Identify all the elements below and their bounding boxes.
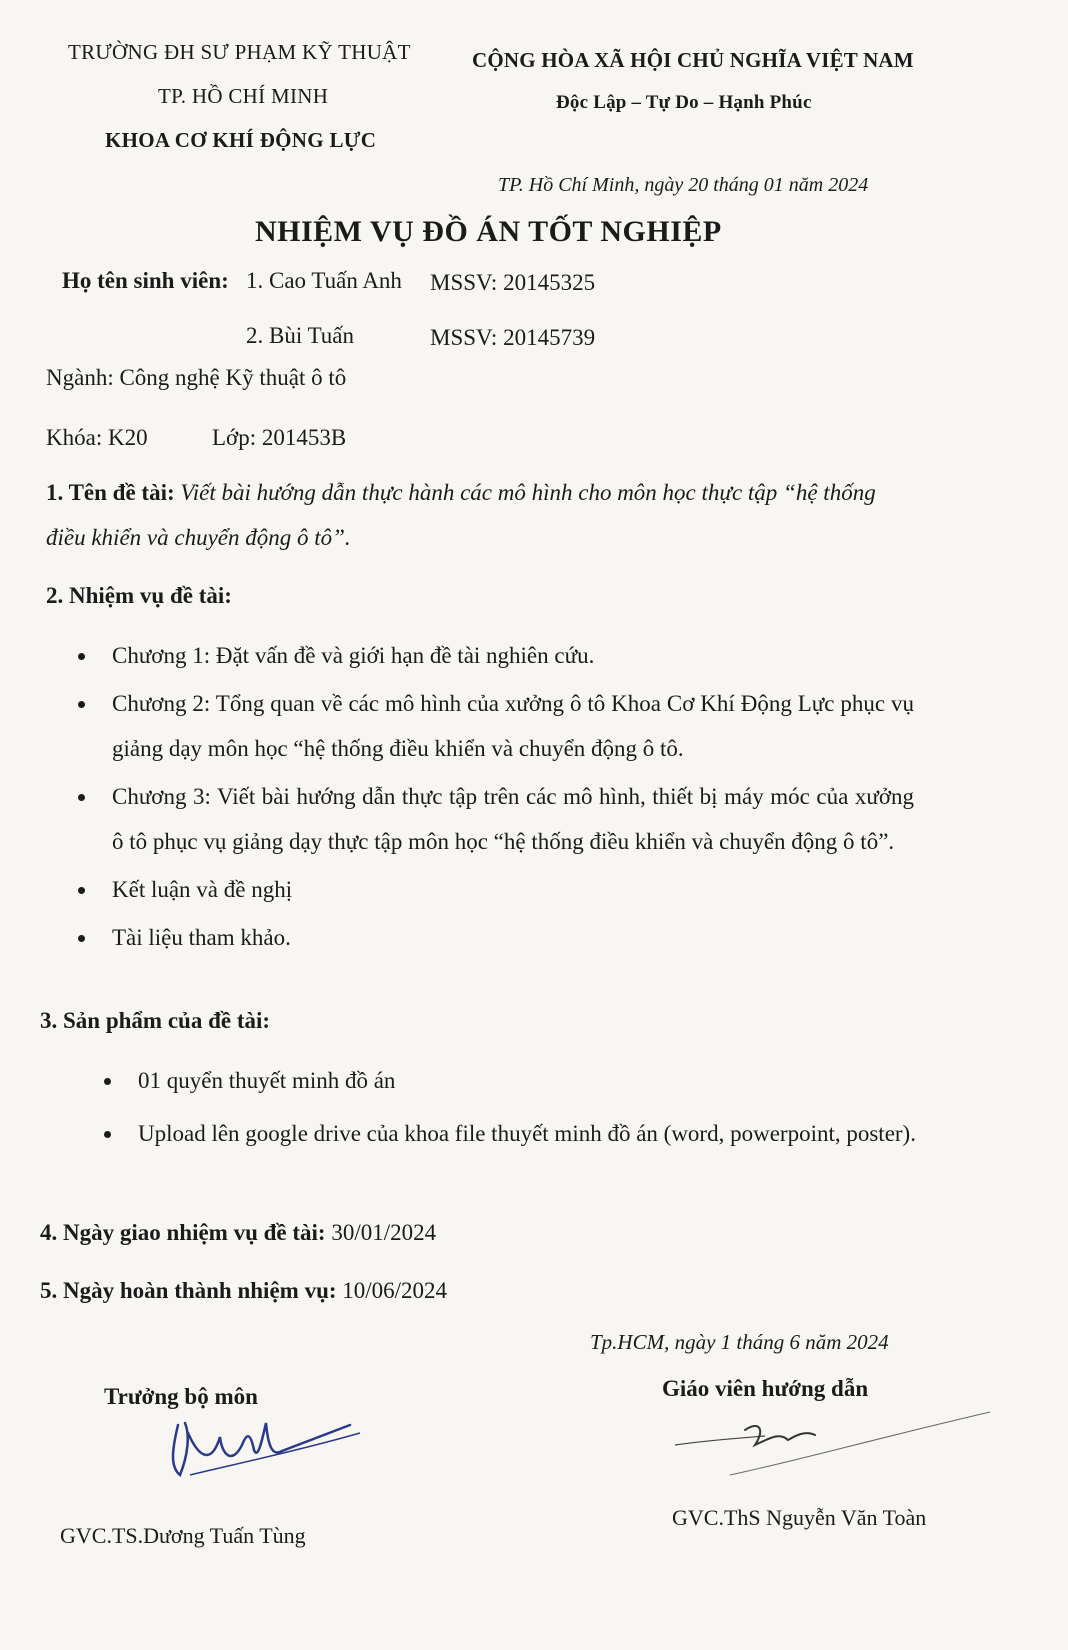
student-name-2: 2. Bùi Tuấn (246, 323, 355, 348)
topic-label: 1. Tên đề tài: (46, 480, 175, 505)
assign-date (40, 1220, 436, 1246)
task-item-conclusion: Kết luận và đề nghị (78, 867, 914, 912)
page-title: NHIỆM VỤ ĐỒ ÁN TỐT NGHIỆP (255, 215, 722, 248)
faculty-name: KHOA CƠ KHÍ ĐỘNG LỰC (105, 128, 377, 152)
document-date: TP. Hồ Chí Minh, ngày 20 tháng 01 năm 2024 (498, 174, 869, 196)
student-name-1: 1. Cao Tuấn Anh (246, 268, 402, 293)
finish-date (40, 1278, 447, 1304)
head-of-department-title: Trưởng bộ môn (104, 1384, 258, 1409)
head-of-department-signature (150, 1405, 380, 1495)
task-item-references: Tài liệu tham khảo. (78, 915, 914, 960)
product-item-report: 01 quyển thuyết minh đồ án (104, 1058, 916, 1103)
task-item-chapter-3: Chương 3: Viết bài hướng dẫn thực tập trên các mô hình, thiết bị máy móc của xưởng ô tô phục vụ giảng dạy thực tập môn học “hệ thống điều khiển và chuyển động ô tô”. (78, 774, 914, 864)
finish-date-label: 5. Ngày hoàn thành nhiệm vụ: (40, 1278, 337, 1303)
product-item-upload: Upload lên google drive của khoa file thuyết minh đồ án (word, powerpoint, poster). (104, 1111, 916, 1156)
head-of-department-name: GVC.TS.Dương Tuấn Tùng (60, 1523, 306, 1548)
school-name-line2: TP. HỒ CHÍ MINH (158, 84, 329, 108)
products-label: 3. Sản phẩm của đề tài: (40, 1008, 271, 1033)
school-name-line1: TRƯỜNG ĐH SƯ PHẠM KỸ THUẬT (68, 40, 411, 64)
supervisor-title: Giáo viên hướng dẫn (662, 1376, 869, 1401)
topic (46, 470, 916, 560)
major: Ngành: Công nghệ Kỹ thuật ô tô (46, 365, 347, 390)
class: Lớp: 201453B (212, 425, 347, 450)
product-list (104, 1058, 916, 1164)
task-item-chapter-2: Chương 2: Tổng quan về các mô hình của xưởng ô tô Khoa Cơ Khí Động Lực phục vụ giảng dạy môn học “hệ thống điều khiển và chuyển động ô tô. (78, 681, 914, 771)
topic-text: Viết bài hướng dẫn thực hành các mô hình cho môn học thực tập “hệ thống điều khiển và chuyển động ô tô”. (46, 480, 876, 550)
supervisor-signature (670, 1400, 1000, 1490)
signature-date: Tp.HCM, ngày 1 tháng 6 năm 2024 (590, 1330, 889, 1354)
finish-date-value: 10/06/2024 (342, 1278, 448, 1303)
task-list (78, 633, 914, 963)
student-label: Họ tên sinh viên: (62, 268, 229, 293)
task-item-chapter-1: Chương 1: Đặt vấn đề và giới hạn đề tài nghiên cứu. (78, 633, 914, 678)
supervisor-name: GVC.ThS Nguyễn Văn Toàn (672, 1505, 927, 1530)
student-id-1: MSSV: 20145325 (430, 270, 596, 295)
nation-name: CỘNG HÒA XÃ HỘI CHỦ NGHĨA VIỆT NAM (472, 48, 914, 72)
tasks-label: 2. Nhiệm vụ đề tài: (46, 583, 232, 608)
student-id-2: MSSV: 20145739 (430, 325, 596, 350)
course: Khóa: K20 (46, 425, 148, 450)
assign-date-value: 30/01/2024 (331, 1220, 437, 1245)
motto: Độc Lập – Tự Do – Hạnh Phúc (556, 92, 812, 113)
assign-date-label: 4. Ngày giao nhiệm vụ đề tài: (40, 1220, 326, 1245)
